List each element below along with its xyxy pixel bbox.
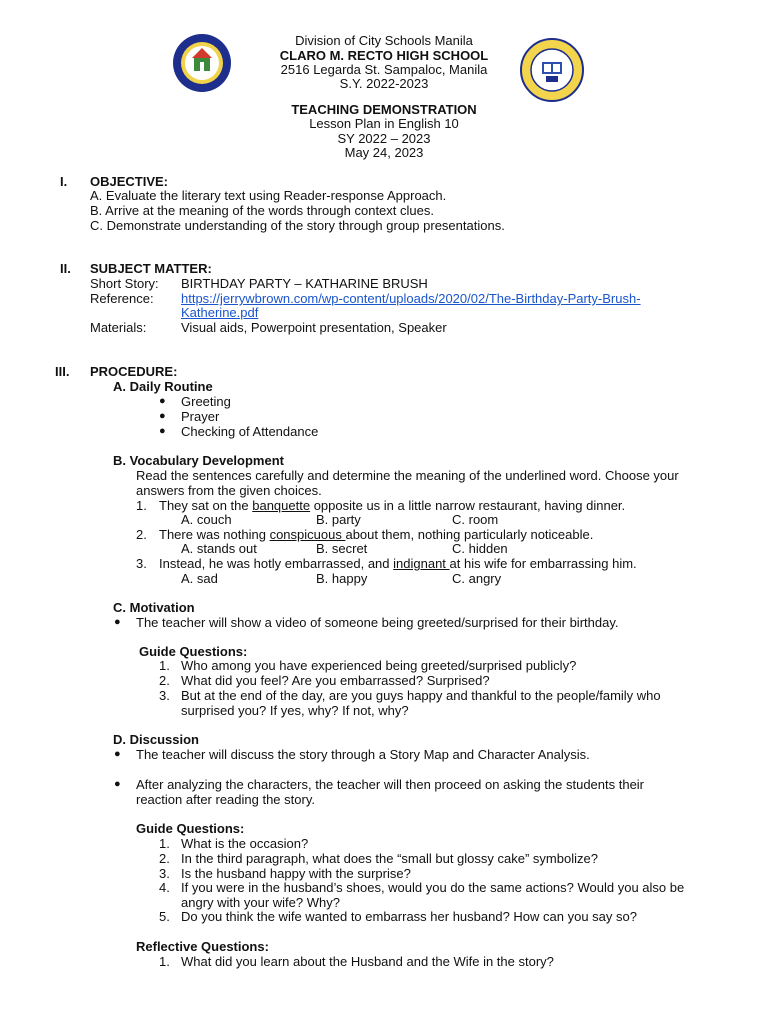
routine-item: Prayer: [181, 409, 220, 424]
guide-question: But at the end of the day, are you guys happy and thankful to the people/family who: [181, 688, 661, 703]
materials-value: Visual aids, Powerpoint presentation, Speaker: [181, 320, 447, 335]
objective-item: C. Demonstrate understanding of the story through group presentations.: [90, 218, 505, 233]
vocabulary-instructions-continued: answers from the given choices.: [136, 483, 322, 498]
section-heading-objective: OBJECTIVE:: [90, 174, 169, 189]
guide-question: If you were in the husband’s shoes, would you do the same actions? Would you also be: [181, 880, 685, 895]
choice-c: C. angry: [452, 571, 502, 586]
objective-item: B. Arrive at the meaning of the words through context clues.: [90, 203, 434, 218]
guide-question: In the third paragraph, what does the “small but glossy cake” symbolize?: [181, 851, 598, 866]
bullet-icon: ●: [114, 616, 121, 628]
short-story-value: BIRTHDAY PARTY – KATHARINE BRUSH: [181, 276, 428, 291]
vocabulary-question: [159, 498, 625, 513]
choice-b: B. secret: [316, 541, 368, 556]
division-name: Division of City Schools Manila: [295, 33, 473, 48]
question-number: 1.: [159, 658, 170, 673]
question-text: There was nothing: [159, 527, 270, 542]
guide-question: Who among you have experienced being greeted/surprised publicly?: [181, 658, 577, 673]
question-number: 4.: [159, 880, 170, 895]
underlined-word: indignant: [393, 556, 450, 571]
short-story-label: Short Story:: [90, 276, 159, 291]
choice-b: B. happy: [316, 571, 368, 586]
choice-b: B. party: [316, 512, 361, 527]
discussion-text: After analyzing the characters, the teacher will then proceed on asking the students their: [136, 777, 645, 792]
bullet-icon: ●: [114, 748, 121, 760]
lesson-plan-subtitle: Lesson Plan in English 10: [309, 116, 459, 131]
question-text: Instead, he was hotly embarrassed, and: [159, 556, 394, 571]
choice-c: C. hidden: [452, 541, 508, 556]
vocabulary-question: [159, 556, 637, 571]
materials-label: Materials:: [90, 320, 147, 335]
guide-question: Is the husband happy with the surprise?: [181, 866, 411, 881]
section-heading-subject: SUBJECT MATTER:: [90, 261, 212, 276]
bullet-icon: ●: [159, 425, 166, 437]
reference-label: Reference:: [90, 291, 154, 306]
guide-question: What is the occasion?: [181, 836, 309, 851]
section-heading-procedure: PROCEDURE:: [90, 364, 178, 379]
school-year: S.Y. 2022-2023: [339, 76, 429, 91]
choice-c: C. room: [452, 512, 499, 527]
subsection-vocabulary: B. Vocabulary Development: [113, 453, 284, 468]
subsection-discussion: D. Discussion: [113, 732, 199, 747]
bullet-icon: ●: [159, 395, 166, 407]
question-text: opposite us in a little narrow restaurant, having dinner.: [310, 498, 626, 513]
routine-item: Greeting: [181, 394, 231, 409]
reference-link[interactable]: https://jerrywbrown.com/wp-content/uploads/2020/02/The-Birthday-Party-Brush-: [181, 291, 641, 306]
underlined-word: conspicuous: [269, 527, 346, 542]
vocabulary-instructions: Read the sentences carefully and determine the meaning of the underlined word. Choose your: [136, 468, 679, 483]
section-number-objective: I.: [60, 174, 68, 189]
question-number: 2.: [136, 527, 147, 542]
question-text: They sat on the: [159, 498, 253, 513]
guide-question: What did you feel? Are you embarrassed? Surprised?: [181, 673, 490, 688]
discussion-text: The teacher will discuss the story through a Story Map and Character Analysis.: [136, 747, 590, 762]
document-title: TEACHING DEMONSTRATION: [291, 102, 477, 117]
question-number: 1.: [159, 954, 170, 969]
guide-questions-heading: Guide Questions:: [139, 644, 248, 659]
question-number: 3.: [159, 866, 170, 881]
reference-link-continued[interactable]: Katherine.pdf: [181, 305, 259, 320]
guide-question-continued: angry with your wife? Why?: [181, 895, 340, 910]
section-number-procedure: III.: [55, 364, 70, 379]
question-number: 3.: [136, 556, 147, 571]
question-text: about them, nothing particularly noticeable.: [345, 527, 594, 542]
guide-questions-heading: Guide Questions:: [136, 821, 245, 836]
underlined-word: banquette: [252, 498, 311, 513]
school-name: CLARO M. RECTO HIGH SCHOOL: [279, 48, 489, 63]
objective-item: A. Evaluate the literary text using Reader-response Approach.: [90, 188, 447, 203]
motivation-text: The teacher will show a video of someone being greeted/surprised for their birthday.: [136, 615, 619, 630]
lesson-school-year: SY 2022 – 2023: [337, 131, 431, 146]
question-number: 2.: [159, 851, 170, 866]
school-address: 2516 Legarda St. Sampaloc, Manila: [280, 62, 488, 77]
bullet-icon: ●: [114, 778, 121, 790]
question-number: 5.: [159, 909, 170, 924]
routine-item: Checking of Attendance: [181, 424, 319, 439]
guide-question-continued: surprised you? If yes, why? If not, why?: [181, 703, 409, 718]
question-number: 2.: [159, 673, 170, 688]
section-number-subject: II.: [60, 261, 71, 276]
choice-a: A. couch: [181, 512, 232, 527]
discussion-text-continued: reaction after reading the story.: [136, 792, 315, 807]
reflective-question: What did you learn about the Husband and the Wife in the story?: [181, 954, 554, 969]
choice-a: A. sad: [181, 571, 218, 586]
question-number: 3.: [159, 688, 170, 703]
subsection-daily-routine: A. Daily Routine: [113, 379, 213, 394]
lesson-date: May 24, 2023: [344, 145, 424, 160]
choice-a: A. stands out: [181, 541, 257, 556]
guide-question: Do you think the wife wanted to embarrass her husband? How can you say so?: [181, 909, 637, 924]
question-number: 1.: [136, 498, 147, 513]
bullet-icon: ●: [159, 410, 166, 422]
question-text: at his wife for embarrassing him.: [449, 556, 637, 571]
question-number: 1.: [159, 836, 170, 851]
reflective-questions-heading: Reflective Questions:: [136, 939, 269, 954]
vocabulary-question: [159, 527, 593, 542]
subsection-motivation: C. Motivation: [113, 600, 195, 615]
